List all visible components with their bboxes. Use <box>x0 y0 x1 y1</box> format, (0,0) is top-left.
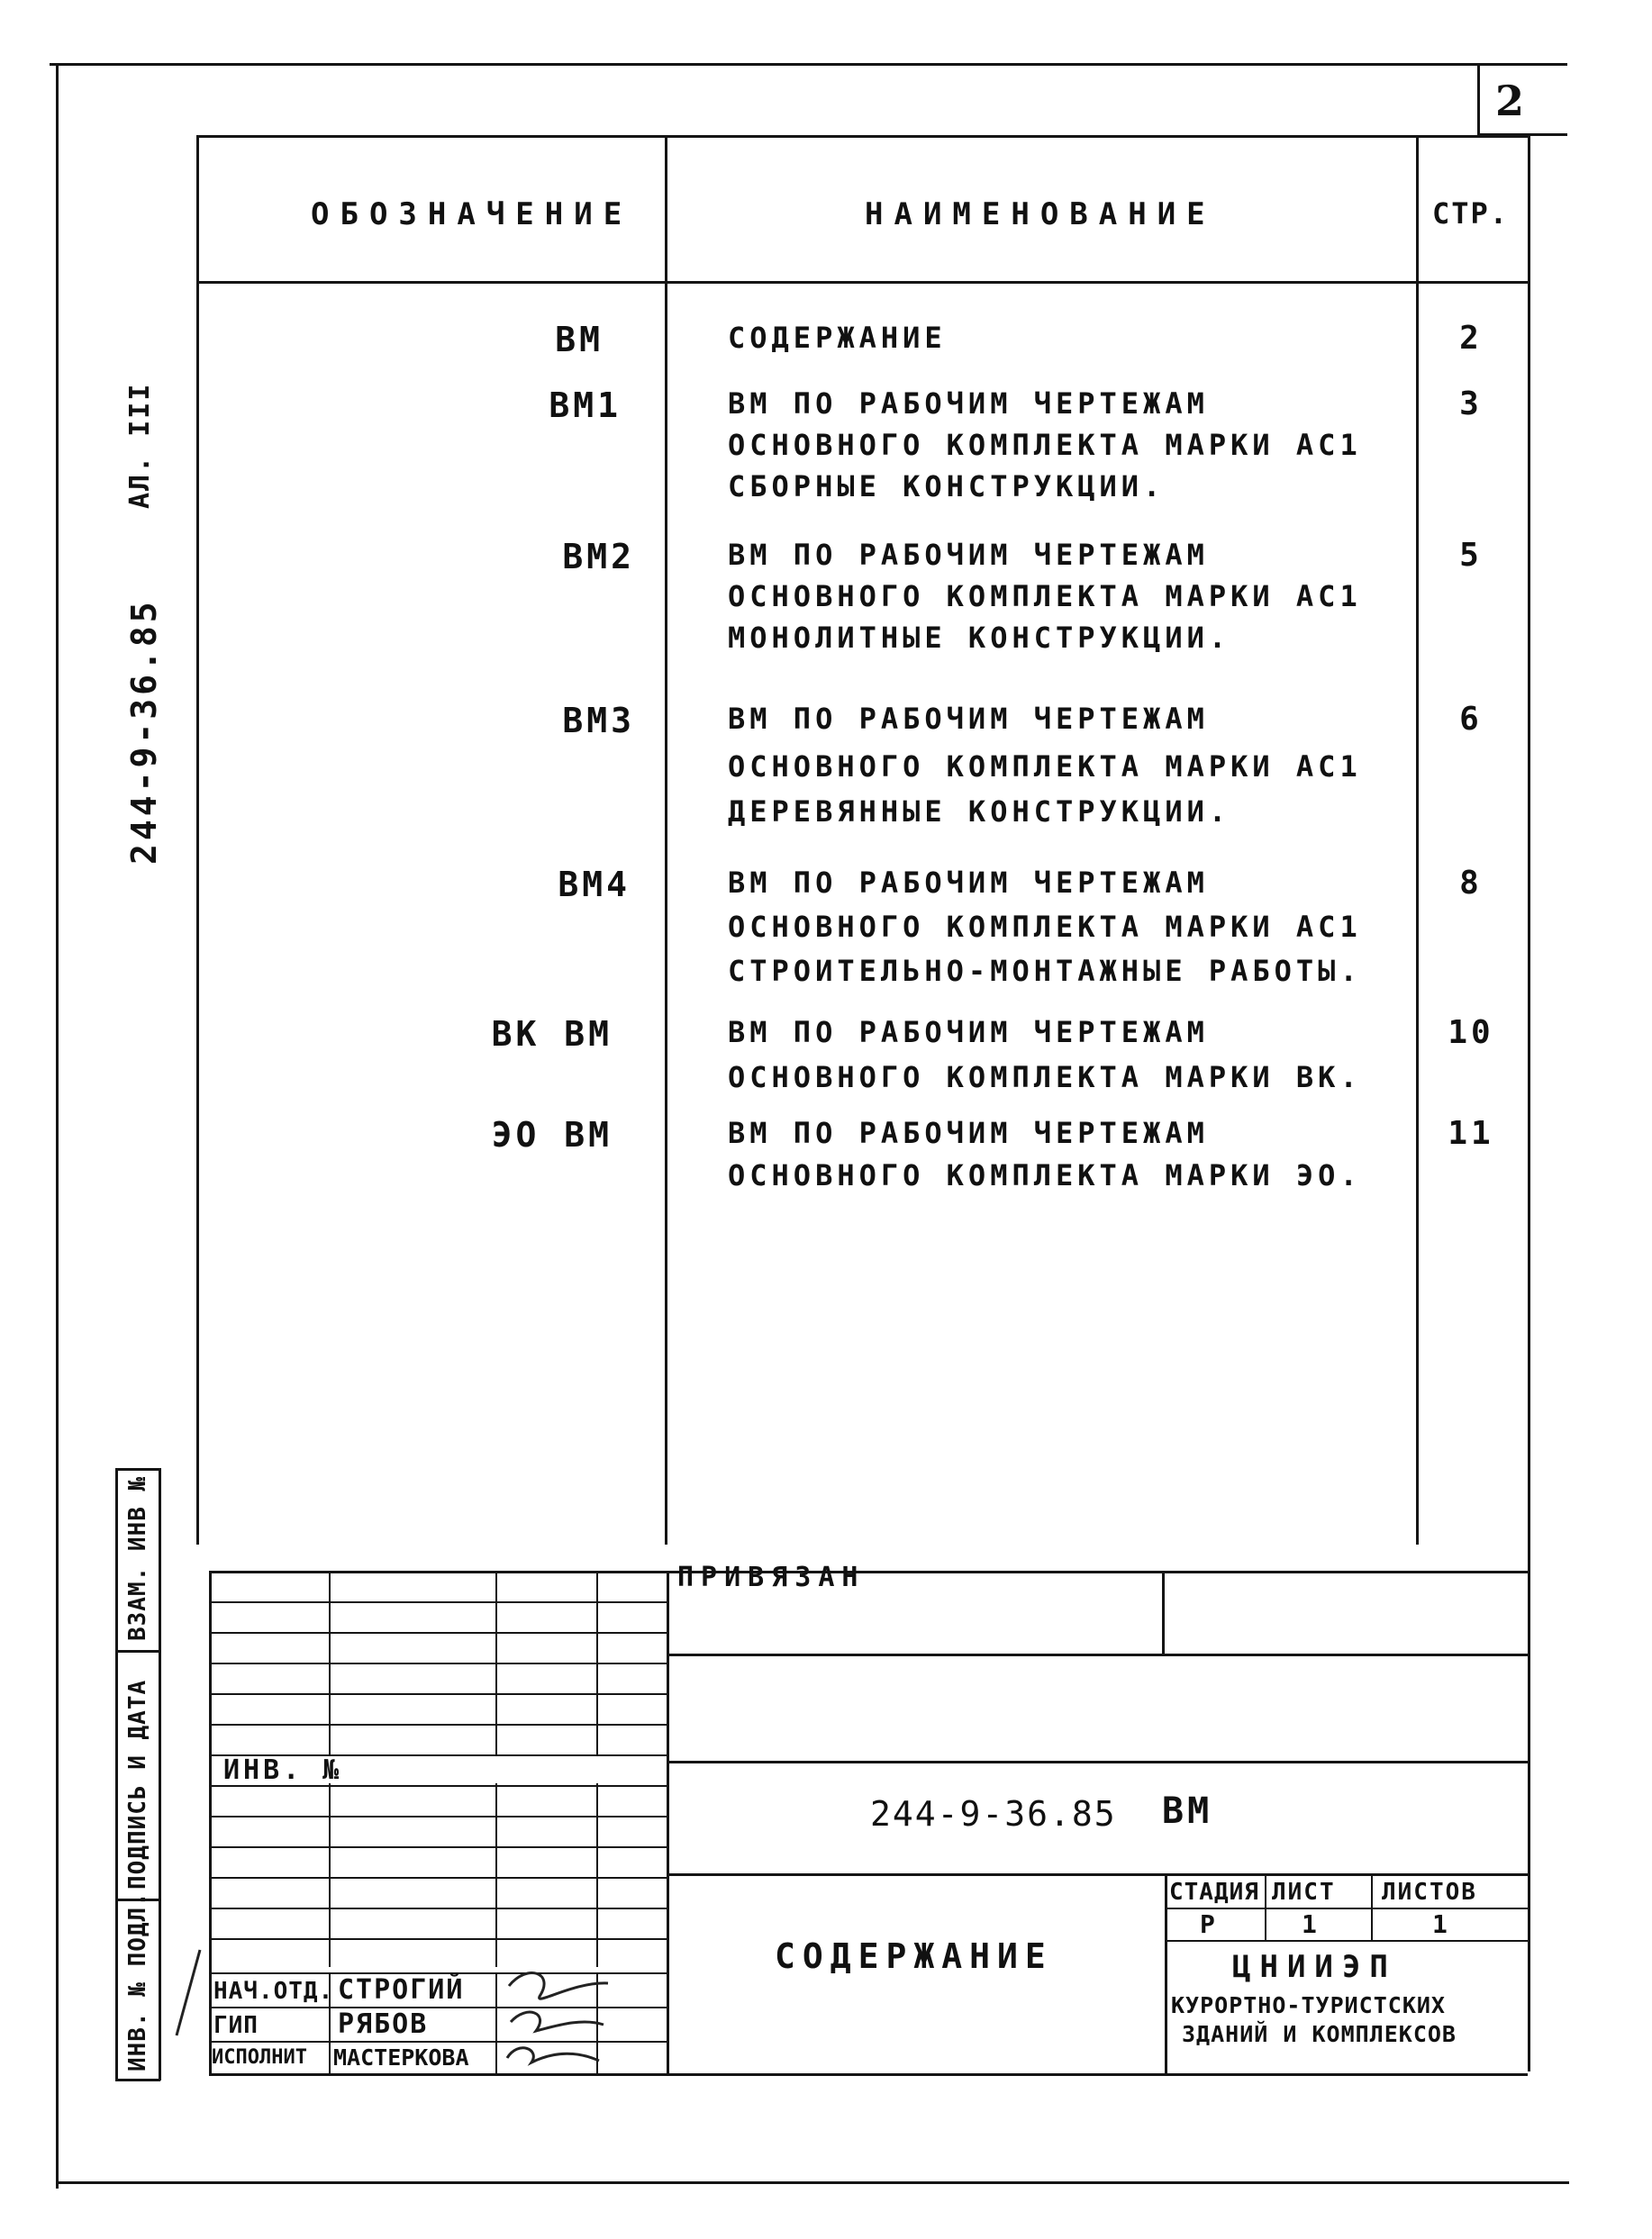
tb-grid-col <box>495 1972 497 2073</box>
sheet-value: 1 <box>1302 1909 1321 1939</box>
doc-code: 244-9-36.85 <box>870 1794 1117 1834</box>
row-page: 8 <box>1459 865 1483 902</box>
row-code: ВМ <box>555 320 604 359</box>
row-line: ОСНОВНОГО КОМПЛЕКТА МАРКИ АС1 <box>728 579 1362 613</box>
row-line: ВМ ПО РАБОЧИМ ЧЕРТЕЖАМ <box>728 386 1209 421</box>
stamp-col-right <box>159 1468 161 2080</box>
sheet-number-box-left <box>1477 63 1480 135</box>
table-header-bottom <box>196 281 1529 284</box>
row-page: 2 <box>1459 320 1483 357</box>
row-code: ВМ4 <box>558 865 631 904</box>
role-ispolnit: ИСПОЛНИТ <box>212 2046 307 2069</box>
tb-privyazan-divider <box>1162 1571 1165 1654</box>
header-page: СТР. <box>1432 196 1510 231</box>
privyazan-label: ПРИВЯЗАН <box>677 1562 866 1593</box>
role-gip: ГИП <box>213 2012 259 2039</box>
name-strogiy: СТРОГИЙ <box>338 1974 465 2006</box>
margin-project-code: 244-9-36.85 <box>124 598 164 865</box>
header-designation: ОБОЗНАЧЕНИЕ <box>311 196 633 232</box>
org-sub-2: ЗДАНИЙ И КОМПЛЕКСОВ <box>1182 2021 1457 2047</box>
stage-value: Р <box>1200 1909 1219 1939</box>
row-line: ВМ ПО РАБОЧИМ ЧЕРТЕЖАМ <box>728 538 1209 572</box>
tb-divider <box>667 1571 669 2075</box>
tb-bottom <box>209 2073 1528 2076</box>
stage-row-line-2 <box>1165 1940 1528 1942</box>
table-col-divider-2 <box>1416 135 1419 1545</box>
stamp-label-podpis: ПОДПИСЬ И ДАТА <box>124 1679 151 1890</box>
stamp-col-bottom <box>115 2079 160 2081</box>
sheets-value: 1 <box>1432 1909 1451 1939</box>
row-page: 6 <box>1459 701 1483 738</box>
row-line: СТРОИТЕЛЬНО-МОНТАЖНЫЕ РАБОТЫ. <box>728 954 1362 988</box>
row-line: ОСНОВНОГО КОМПЛЕКТА МАРКИ ВК. <box>728 1060 1362 1094</box>
tb-stage-left <box>1165 1873 1167 2073</box>
row-code: ВМ2 <box>562 537 635 576</box>
tb-right-line-3 <box>667 1873 1528 1876</box>
margin-album: АЛ. III <box>124 382 156 509</box>
row-page: 5 <box>1459 537 1483 574</box>
sheet-label: ЛИСТ <box>1272 1879 1336 1906</box>
table-col-divider-1 <box>665 135 667 1545</box>
outer-frame-top <box>50 63 1567 66</box>
row-code: ЭО ВМ <box>491 1115 613 1155</box>
row-line: ВМ ПО РАБОЧИМ ЧЕРТЕЖАМ <box>728 1116 1209 1150</box>
stamp-label-inv: ИНВ. № ПОДЛ. <box>124 1891 151 2071</box>
sheet-title: СОДЕРЖАНИЕ <box>775 1936 1053 1976</box>
row-line: ВМ ПО РАБОЧИМ ЧЕРТЕЖАМ <box>728 1015 1209 1049</box>
role-nach-otd: НАЧ.ОТД. <box>213 1978 334 2005</box>
row-line: СОДЕРЖАНИЕ <box>728 321 947 355</box>
inv-no-label: ИНВ. № <box>223 1754 343 1786</box>
row-line: ВМ ПО РАБОЧИМ ЧЕРТЕЖАМ <box>728 702 1209 736</box>
row-line: ВМ ПО РАБОЧИМ ЧЕРТЕЖАМ <box>728 866 1209 900</box>
outer-frame-bottom <box>56 2181 1569 2184</box>
signature-marks <box>500 1963 617 2076</box>
row-page: 10 <box>1448 1014 1494 1051</box>
row-page: 3 <box>1459 385 1483 422</box>
row-page: 11 <box>1448 1115 1494 1152</box>
name-masterkova: МАСТЕРКОВА <box>333 2044 469 2071</box>
outer-frame-left <box>56 63 59 2189</box>
tb-top <box>209 1571 1528 1573</box>
row-line: МОНОЛИТНЫЕ КОНСТРУКЦИИ. <box>728 621 1231 655</box>
table-right <box>1528 135 1530 2071</box>
row-code: ВМ3 <box>562 701 635 740</box>
row-code: ВК ВМ <box>491 1014 613 1054</box>
org-name: ЦНИИЭП <box>1232 1949 1397 1985</box>
stage-col-1 <box>1265 1873 1266 1940</box>
row-line: СБОРНЫЕ КОНСТРУКЦИИ. <box>728 469 1166 503</box>
tb-left <box>209 1571 212 2075</box>
margin-slash <box>171 1945 207 2044</box>
stamp-col-left <box>115 1468 118 2080</box>
stamp-label-vzam: ВЗАМ. ИНВ № <box>124 1475 151 1641</box>
tb-right-line-2 <box>667 1761 1528 1763</box>
row-line: ОСНОВНОГО КОМПЛЕКТА МАРКИ АС1 <box>728 749 1362 784</box>
row-line: ДЕРЕВЯННЫЕ КОНСТРУКЦИИ. <box>728 794 1231 829</box>
org-sub-1: КУРОРТНО-ТУРИСТСКИХ <box>1171 1992 1446 2018</box>
stage-row-line-1 <box>1165 1908 1528 1909</box>
stamp-col-div-1 <box>115 1650 160 1653</box>
stamp-col-top <box>115 1468 160 1471</box>
table-top <box>196 135 1529 138</box>
row-line: ОСНОВНОГО КОМПЛЕКТА МАРКИ ЭО. <box>728 1158 1362 1192</box>
row-line: ОСНОВНОГО КОМПЛЕКТА МАРКИ АС1 <box>728 428 1362 462</box>
row-code: ВМ1 <box>549 385 622 425</box>
doc-mark: ВМ <box>1162 1790 1213 1832</box>
row-line: ОСНОВНОГО КОМПЛЕКТА МАРКИ АС1 <box>728 910 1362 944</box>
table-left <box>196 135 199 1545</box>
stage-label: СТАДИЯ <box>1169 1879 1259 1906</box>
sheets-label: ЛИСТОВ <box>1382 1879 1477 1906</box>
header-name: НАИМЕНОВАНИЕ <box>865 196 1216 232</box>
stage-col-2 <box>1371 1873 1373 1940</box>
name-ryabov: РЯБОВ <box>338 2008 429 2040</box>
tb-right-line-1 <box>667 1654 1528 1656</box>
sheet-number: 2 <box>1495 77 1529 125</box>
